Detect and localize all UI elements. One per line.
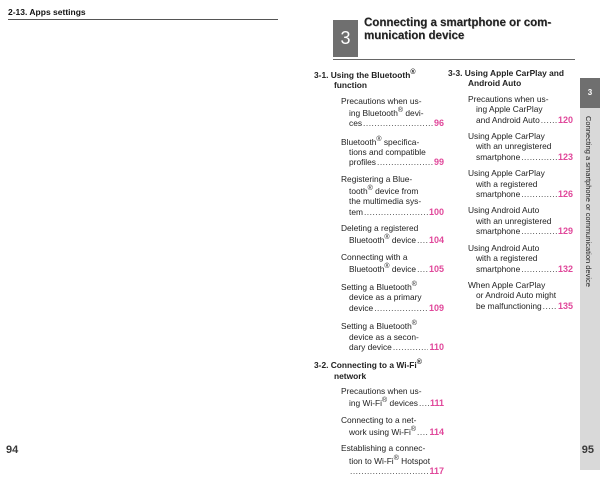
toc-entry[interactable]: Connecting with a Bluetooth® device ..... 105 <box>314 252 444 275</box>
toc-entry[interactable]: Bluetooth® specifica- tions and compatible profiles ..... 99 <box>314 135 444 168</box>
toc-entry[interactable]: Deleting a registered Bluetooth® device ..... 104 <box>314 223 444 246</box>
page-ref: 109 <box>428 302 444 313</box>
toc-entry[interactable]: Registering a Blue- tooth® device from the multimedia sys- tem ..... 100 <box>314 174 444 217</box>
toc-entry[interactable]: Setting a Bluetooth® device as a secon- dary device ..... 110 <box>314 319 444 352</box>
toc-entry[interactable]: Precautions when us- ing Apple CarPlay and Android Auto ..... 120 <box>448 94 573 125</box>
toc-entry[interactable]: Setting a Bluetooth® device as a primary device ..... 109 <box>314 280 444 313</box>
page-ref: 126 <box>557 189 573 200</box>
chapter-title-line1: Connecting a smartphone or com- <box>364 17 552 29</box>
header-rule <box>8 19 278 20</box>
chapter-number-box: 3 <box>333 20 358 57</box>
page-ref: 132 <box>557 263 573 274</box>
page-ref: 96 <box>433 118 444 129</box>
section-title[interactable]: 3-3. Using Apple CarPlay and Android Auto <box>448 68 565 89</box>
toc-entry[interactable]: Precautions when us- ing Wi-Fi® devices ..... 111 <box>314 386 444 409</box>
chapter-title <box>364 17 574 43</box>
page-ref: 110 <box>429 341 444 352</box>
section-title[interactable]: 3-2. Connecting to a Wi-Fi® network <box>314 359 422 381</box>
toc-section-3-2 <box>314 358 444 476</box>
toc-entry[interactable]: Using Apple CarPlay with a registered smartphone ..... 126 <box>448 168 573 199</box>
page-ref: 105 <box>428 263 444 274</box>
toc-column-2 <box>448 68 573 317</box>
page-ref: 120 <box>557 114 573 125</box>
toc-section-3-1 <box>314 68 444 352</box>
page-ref: 100 <box>428 206 444 217</box>
page-ref: 104 <box>428 235 444 246</box>
side-tab <box>580 78 600 470</box>
toc-entry[interactable]: Using Apple CarPlay with an unregistered smartphone ..... 123 <box>448 131 573 162</box>
side-tab-label: Connecting a smartphone or communication device <box>584 116 593 287</box>
toc-entry[interactable]: Using Android Auto with an unregistered smartphone ..... 129 <box>448 205 573 236</box>
page-ref: 129 <box>557 226 573 237</box>
page-ref: 123 <box>557 151 573 162</box>
toc-entry[interactable]: Establishing a connec- tion to Wi-Fi® Hotspot ..... 117 <box>314 443 444 476</box>
chapter-title-line2: munication device <box>364 30 465 42</box>
page-ref: 99 <box>433 157 444 168</box>
page-ref: 135 <box>557 300 573 311</box>
page-ref: 114 <box>429 426 444 437</box>
toc-entry[interactable]: Using Android Auto with a registered smartphone ..... 132 <box>448 243 573 274</box>
toc-entry[interactable]: When Apple CarPlay or Android Auto might be malfunctioning ..... 135 <box>448 280 573 311</box>
page-number-left: 94 <box>6 444 19 456</box>
section-title[interactable]: 3-1. Using the Bluetooth® function <box>314 69 416 91</box>
toc-section-3-3 <box>448 68 573 311</box>
side-tab-number: 3 <box>580 78 600 108</box>
page-ref: 111 <box>429 398 444 409</box>
toc-entry[interactable]: Precautions when us- ing Bluetooth® devi- ces ..... 96 <box>314 96 444 129</box>
page-header-title: 2-13. Apps settings <box>8 7 86 17</box>
chapter-rule <box>333 59 575 60</box>
toc-entry[interactable]: Connecting to a net- work using Wi-Fi® ..... 114 <box>314 415 444 438</box>
page-number-right: 95 <box>581 444 594 456</box>
toc-column-1 <box>314 68 444 482</box>
page-ref: 117 <box>429 465 444 476</box>
